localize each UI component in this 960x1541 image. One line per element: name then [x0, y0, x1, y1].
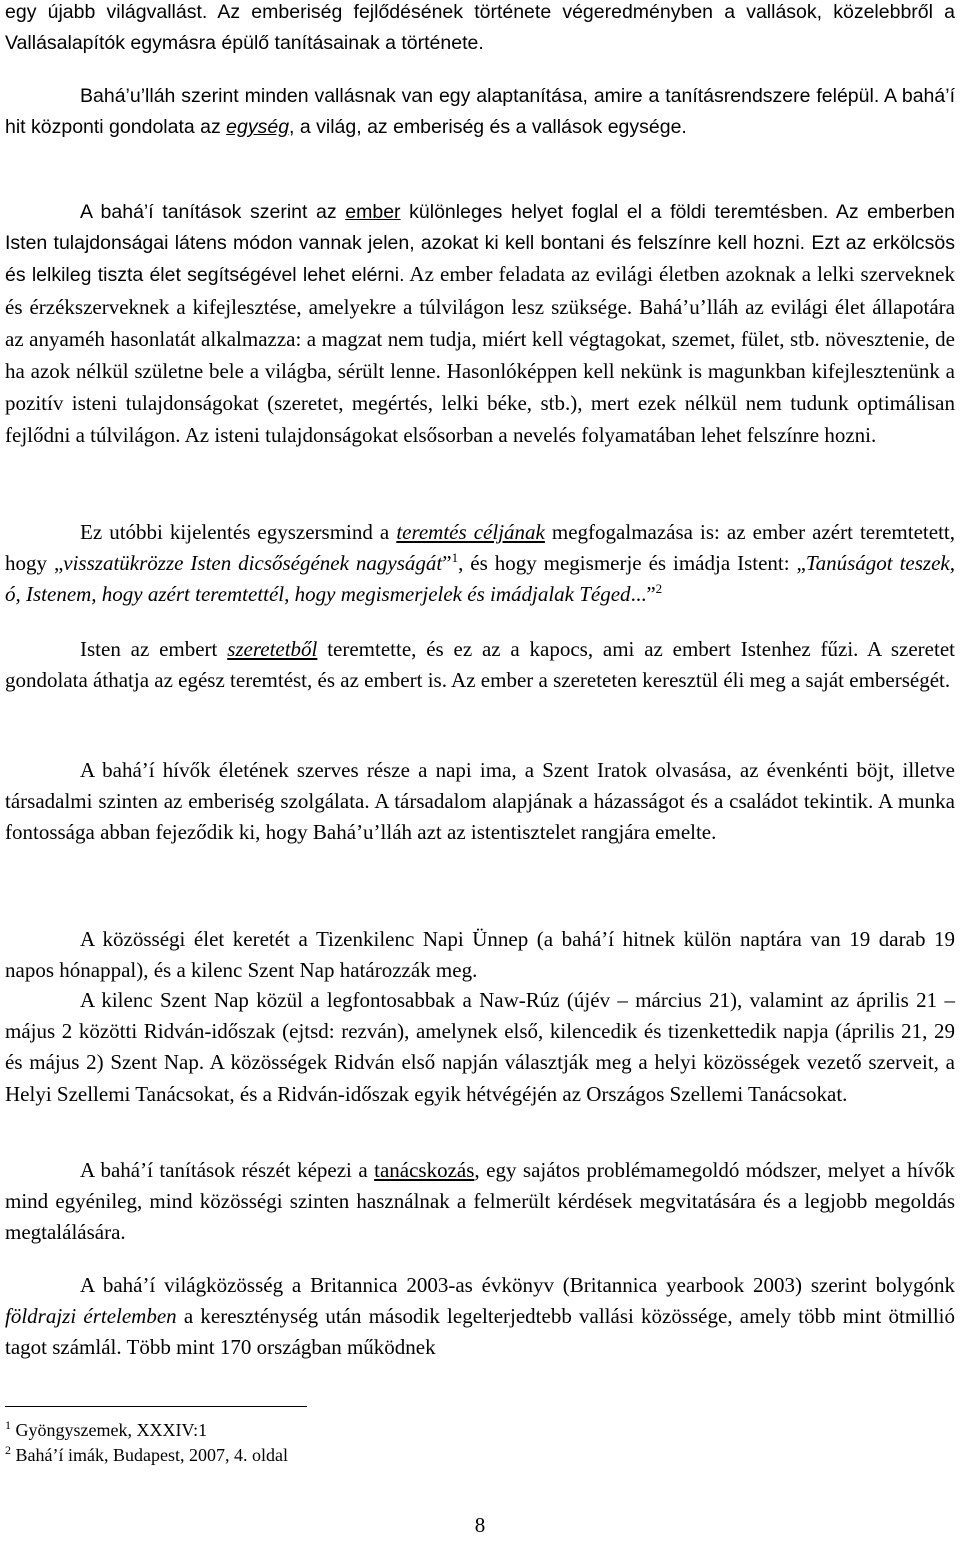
underlined-term-human: ember	[345, 201, 401, 223]
paragraph-text: egy újabb világvallást. Az emberiség fejlődésének története végeredményben a vallások, közelebbről a Vallásalapítók egymásra épülő tanításainak a története.	[5, 1, 955, 55]
footnote-text: Gyöngyszemek, XXXIV:1	[11, 1420, 208, 1440]
footnote-ref-1: 1	[451, 550, 459, 566]
footnote-separator	[5, 1406, 307, 1407]
footnote-ref-2: 2	[655, 581, 663, 597]
paragraph-community-life	[5, 924, 955, 986]
footnote-number: 1	[5, 1418, 11, 1432]
paragraph-world-community	[5, 1270, 955, 1364]
text-run: megfogalmazása is: az ember azért teremtetett, hogy „	[5, 520, 955, 576]
footnote-number: 2	[5, 1443, 11, 1457]
paragraph-text: A bahá’í hívők életének szerves része a napi ima, a Szent Iratok olvasása, az évenkénti böjt, illetve társadalmi szinten az emberiség szolgálata. A társadalom alapjának a házasságot és a családot tekintik. A munka fontossága abban fejeződik ki, hogy Bahá’u’lláh azt az istentisztelet rangjára emelte.	[5, 758, 955, 845]
footnote-1	[5, 1419, 207, 1441]
underlined-term-love: szeretetből	[227, 637, 318, 661]
text-run: ...”	[630, 582, 656, 607]
text-run: Ez utóbbi kijelentés egyszersmind a	[80, 520, 397, 544]
text-run: Bahá’u’lláh szerint minden vallásnak van egy alaptanítása, amire a tanításrendszere felépül. A bahá’í hit központi gondolata az	[5, 85, 955, 139]
paragraph-purpose-of-creation	[5, 517, 955, 611]
paragraph-consultation	[5, 1155, 955, 1249]
paragraph-human	[5, 197, 955, 453]
text-run: A bahá’í tanítások szerint az	[80, 201, 346, 223]
quote-text: Tanúságot teszek, ó, Istenem, hogy azért teremtettél, hogy megismerjelek és imádjalak Téged	[5, 551, 955, 607]
text-run: különleges helyet foglal el a földi teremtésben. Az emberben Isten tulajdonságai látens módon vannak jelen, azokat ki kell bontani és felszínre kell hozni. Ezt az erkölcsös és lelkileg tiszta élet segítségével lehet elérni.	[5, 201, 955, 287]
text-run: , a világ, az emberiség és a vallások egysége.	[289, 116, 687, 139]
text-run: , és hogy megismerje és imádja Istent: „	[458, 551, 806, 576]
paragraph-unity	[5, 81, 955, 143]
paragraph-text: A kilenc Szent Nap közül a legfontosabbak a Naw-Rúz (újév – március 21), valamint az április 21 – május 2 közötti Ridván-időszak (ejtsd: rezván), amelynek első, kilencedik és tizenkettedik napja (április 21, 29 és május 2) Szent Nap. A közösségek Ridván első napján választják meg a helyi közösségek vezető szerveit, a Helyi Szellemi Tanácsokat, és a Ridván-időszak egyik hétvégéjén az Országos Szellemi Tanácsokat.	[5, 988, 955, 1106]
underlined-term-unity: egység	[226, 116, 290, 139]
text-run: , egy sajátos problémamegoldó módszer, melyet a hívők mind egyénileg, mind közösségi szinten használnak a felmerült kérdések megvitatására és a legjobb megoldás megtalálására.	[5, 1158, 955, 1245]
underlined-term-consultation: tanácskozás	[374, 1158, 475, 1182]
text-run: a kereszténység után második legelterjedtebb vallási közössége, amely több mint ötmillió tagot számlál. Több mint 170 országban működnek	[5, 1304, 955, 1360]
text-run: A bahá’í világközösség a Britannica 2003-as évkönyv (Britannica yearbook 2003) szerint bolygónk	[80, 1273, 955, 1297]
paragraph-believers-life	[5, 755, 955, 849]
text-run: A bahá’í tanítások részét képezi a	[80, 1158, 375, 1182]
underlined-term-purpose: teremtés céljának	[396, 520, 545, 544]
text-run: ”	[442, 551, 452, 576]
footnote-2	[5, 1444, 288, 1466]
text-run: teremtette, és ez az a kapocs, ami az embert Istenhez fűzi. A szeretet gondolata áthatja az egész teremtést, és az embert is. Az ember a szereteten keresztül éli meg a saját emberségét.	[5, 637, 955, 693]
footnote-text: Bahá’í imák, Budapest, 2007, 4. oldal	[11, 1445, 288, 1465]
quote-text: visszatükrözze Isten dicsőségének nagyságát	[63, 551, 443, 576]
paragraph-love	[5, 634, 955, 696]
text-run: Isten az embert	[80, 637, 228, 661]
paragraph-intro-continuation	[5, 0, 955, 59]
text-run: Az ember feladata az evilági életben azoknak a lelki szerveknek és érzékszerveknek a kifejlesztése, amelyekre a túlvilágon lesz szüksége. Bahá’u’lláh az evilági élet állapotára az anyaméh hasonlatát alkalmazza: a magzat nem tudja, miért kell végtagokat, szemet, fület, stb. növesztenie, de ha azok nélkül születne bele a világba, sérült lenne. Hasonlóképpen kell nekünk is magunkban kifejlesztenünk a pozitív isteni tulajdonságokat (szeretet, megértés, lelki béke, stb.), mert ezek nélkül nem tudunk optimálisan fejlődni a túlvilágon. Az isteni tulajdonságokat elsősorban a nevelés folyamatában lehet felszínre hozni.	[5, 262, 955, 448]
paragraph-text: A közösségi élet keretét a Tizenkilenc Napi Ünnep (a bahá’í hitnek külön naptára van 19 darab 19 napos hónappal), és a kilenc Szent Nap határozzák meg.	[5, 927, 955, 983]
italic-phrase: földrajzi értelemben	[5, 1304, 177, 1329]
page-number: 8	[474, 1513, 486, 1537]
paragraph-holy-days	[5, 985, 955, 1110]
